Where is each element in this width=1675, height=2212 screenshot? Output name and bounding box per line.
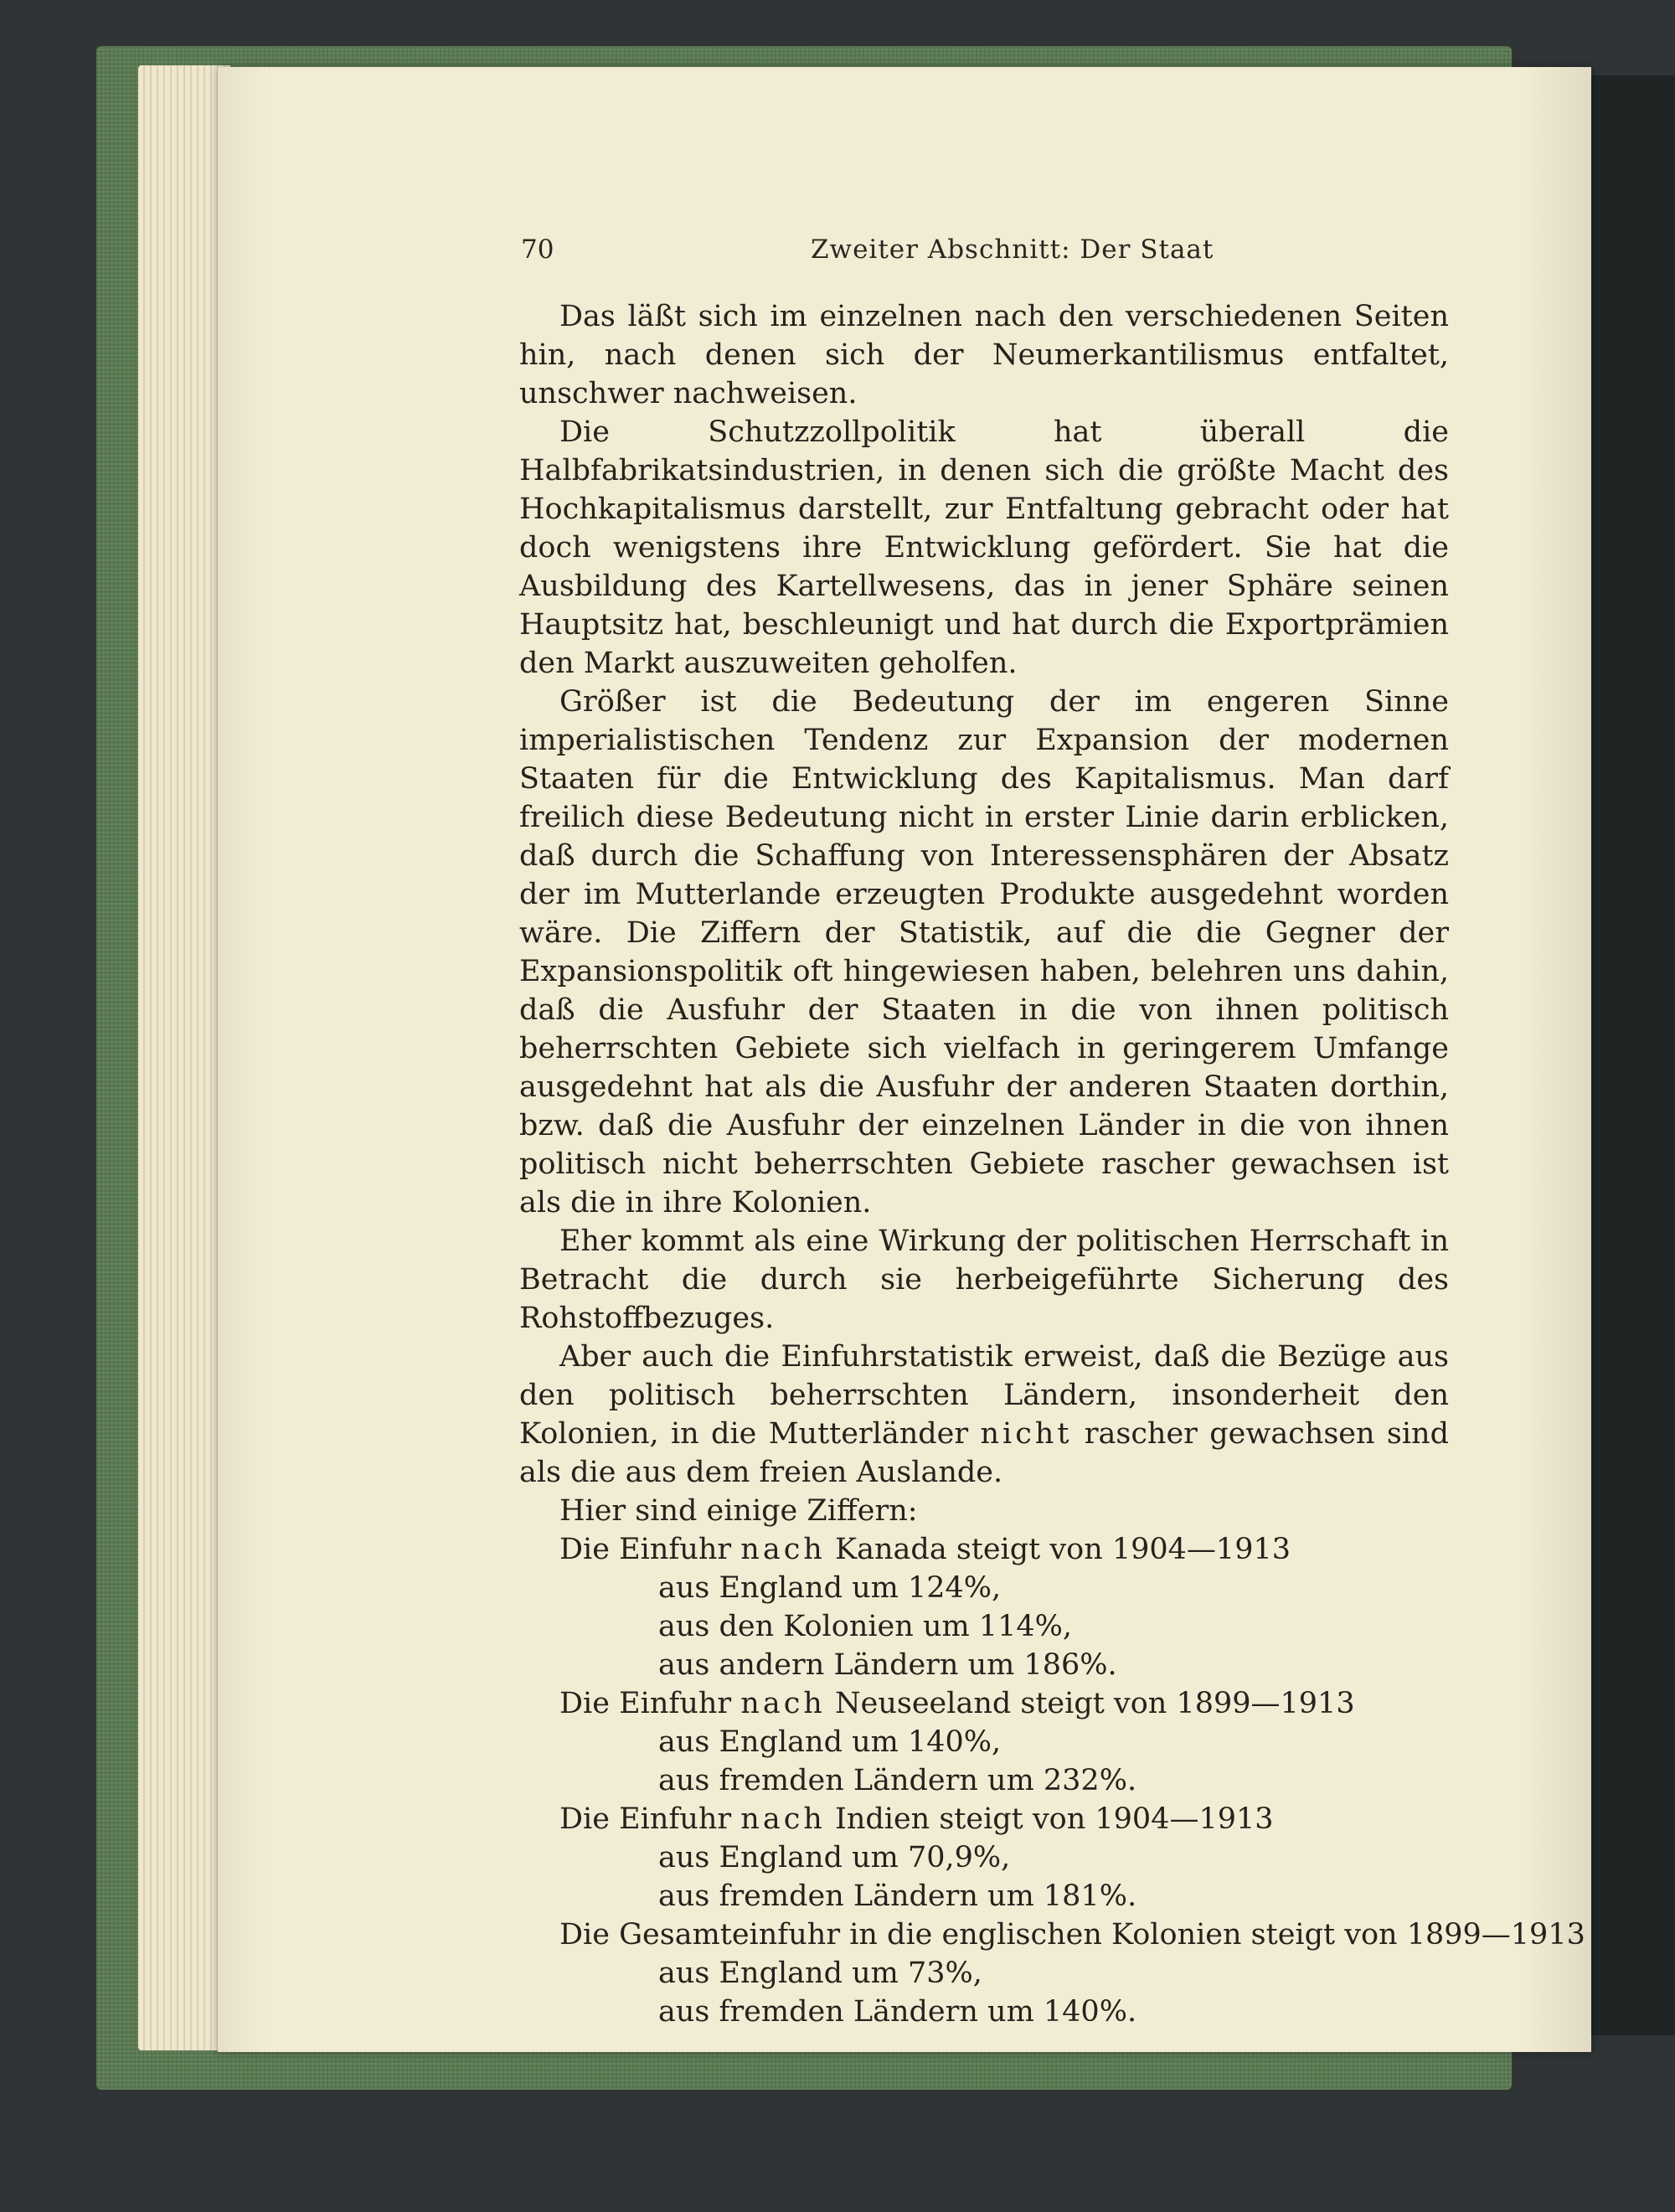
paragraph: Das läßt sich im einzelnen nach den verschiedenen Seiten hin, nach denen sich der Neumerkantilismus entfaltet, unschwer nachweisen.	[519, 300, 1449, 410]
body-text	[519, 297, 1585, 2031]
stat-heading	[519, 1684, 1449, 1723]
text-run: Aber auch die Einfuhrstatistik erweist, daß die Bezüge aus den politisch beherrschten Ländern, insonderheit den Kolonien, in die Mutterländer	[519, 1340, 1449, 1451]
background-strip	[1591, 75, 1675, 2035]
stat-item: aus England um 140%,	[658, 1725, 1002, 1759]
stat-heading	[519, 1800, 1449, 1838]
text-run: Indien steigt von 1904—1913	[835, 1802, 1274, 1836]
emphasis: nach	[740, 1802, 826, 1836]
text-run: Die Gesamteinfuhr in die englischen Kolonien steigt von 1899—1913	[559, 1918, 1585, 1952]
stat-item: aus fremden Ländern um 181%.	[658, 1879, 1137, 1913]
emphasis: nicht	[980, 1417, 1073, 1451]
paragraph	[519, 1338, 1449, 1492]
text-run: Die Einfuhr	[559, 1533, 732, 1566]
running-head	[521, 235, 1451, 268]
text-run: Kanada steigt von 1904—1913	[835, 1533, 1291, 1566]
page-number: 70	[521, 235, 554, 265]
stat-heading	[519, 1916, 1585, 1954]
stat-heading	[519, 1530, 1449, 1569]
chapter-title: Zweiter Abschnitt: Der Staat	[811, 235, 1214, 265]
stat-item: aus andern Ländern um 186%.	[658, 1648, 1117, 1682]
stat-item: aus England um 124%,	[658, 1571, 1002, 1605]
stat-item: aus fremden Ländern um 232%.	[658, 1764, 1137, 1797]
stat-item: aus England um 73%,	[658, 1957, 982, 1990]
page-edges	[138, 65, 230, 2050]
stats-intro: Hier sind einige Ziffern:	[559, 1494, 918, 1528]
paragraph: Die Schutzzollpolitik hat überall die Halbfabrikatsindustrien, in denen sich die größte Macht des Hochkapitalismus darstellt, zur Entfaltung gebracht oder hat doch wenigstens ihre Entwicklung gefördert. Sie hat die Ausbildung des Kartellwesens, das in jener Sphäre seinen Hauptsitz hat, beschleunigt und hat durch die Exportprämien den Markt auszuweiten geholfen.	[519, 415, 1449, 680]
text-run: Die Einfuhr	[559, 1802, 732, 1836]
paragraph: Größer ist die Bedeutung der im engeren Sinne imperialistischen Tendenz zur Expansion der modernen Staaten für die Entwicklung des Kapitalismus. Man darf freilich diese Bedeutung nicht in erster Linie darin erblicken, daß durch die Schaffung von Interessensphären der Absatz der im Mutterlande erzeugten Produkte ausgedehnt worden wäre. Die Ziffern der Statistik, auf die die Gegner der Expansionspolitik oft hingewiesen haben, belehren uns dahin, daß die Ausfuhr der Staaten in die von ihnen politisch beherrschten Gebiete sich vielfach in geringerem Umfange ausgedehnt hat als die Ausfuhr der anderen Staaten dorthin, bzw. daß die Ausfuhr der einzelnen Länder in die von ihnen politisch nicht beherrschten Gebiete rascher gewachsen ist als die in ihre Kolonien.	[519, 685, 1449, 1219]
text-run: Neuseeland steigt von 1899—1913	[835, 1687, 1355, 1720]
stat-item: aus England um 70,9%,	[658, 1841, 1011, 1874]
text-run: rascher gewachsen sind als die aus dem freien Auslande.	[519, 1417, 1449, 1489]
stat-item: aus den Kolonien um 114%,	[658, 1610, 1072, 1643]
text-run: Die Einfuhr	[559, 1687, 732, 1720]
emphasis: nach	[740, 1533, 826, 1566]
paragraph: Eher kommt als eine Wirkung der politischen Herrschaft in Betracht die durch sie herbeigeführte Sicherung des Rohstoffbezuges.	[519, 1225, 1449, 1335]
emphasis: nach	[740, 1687, 826, 1720]
stat-item: aus fremden Ländern um 140%.	[658, 1995, 1137, 2029]
